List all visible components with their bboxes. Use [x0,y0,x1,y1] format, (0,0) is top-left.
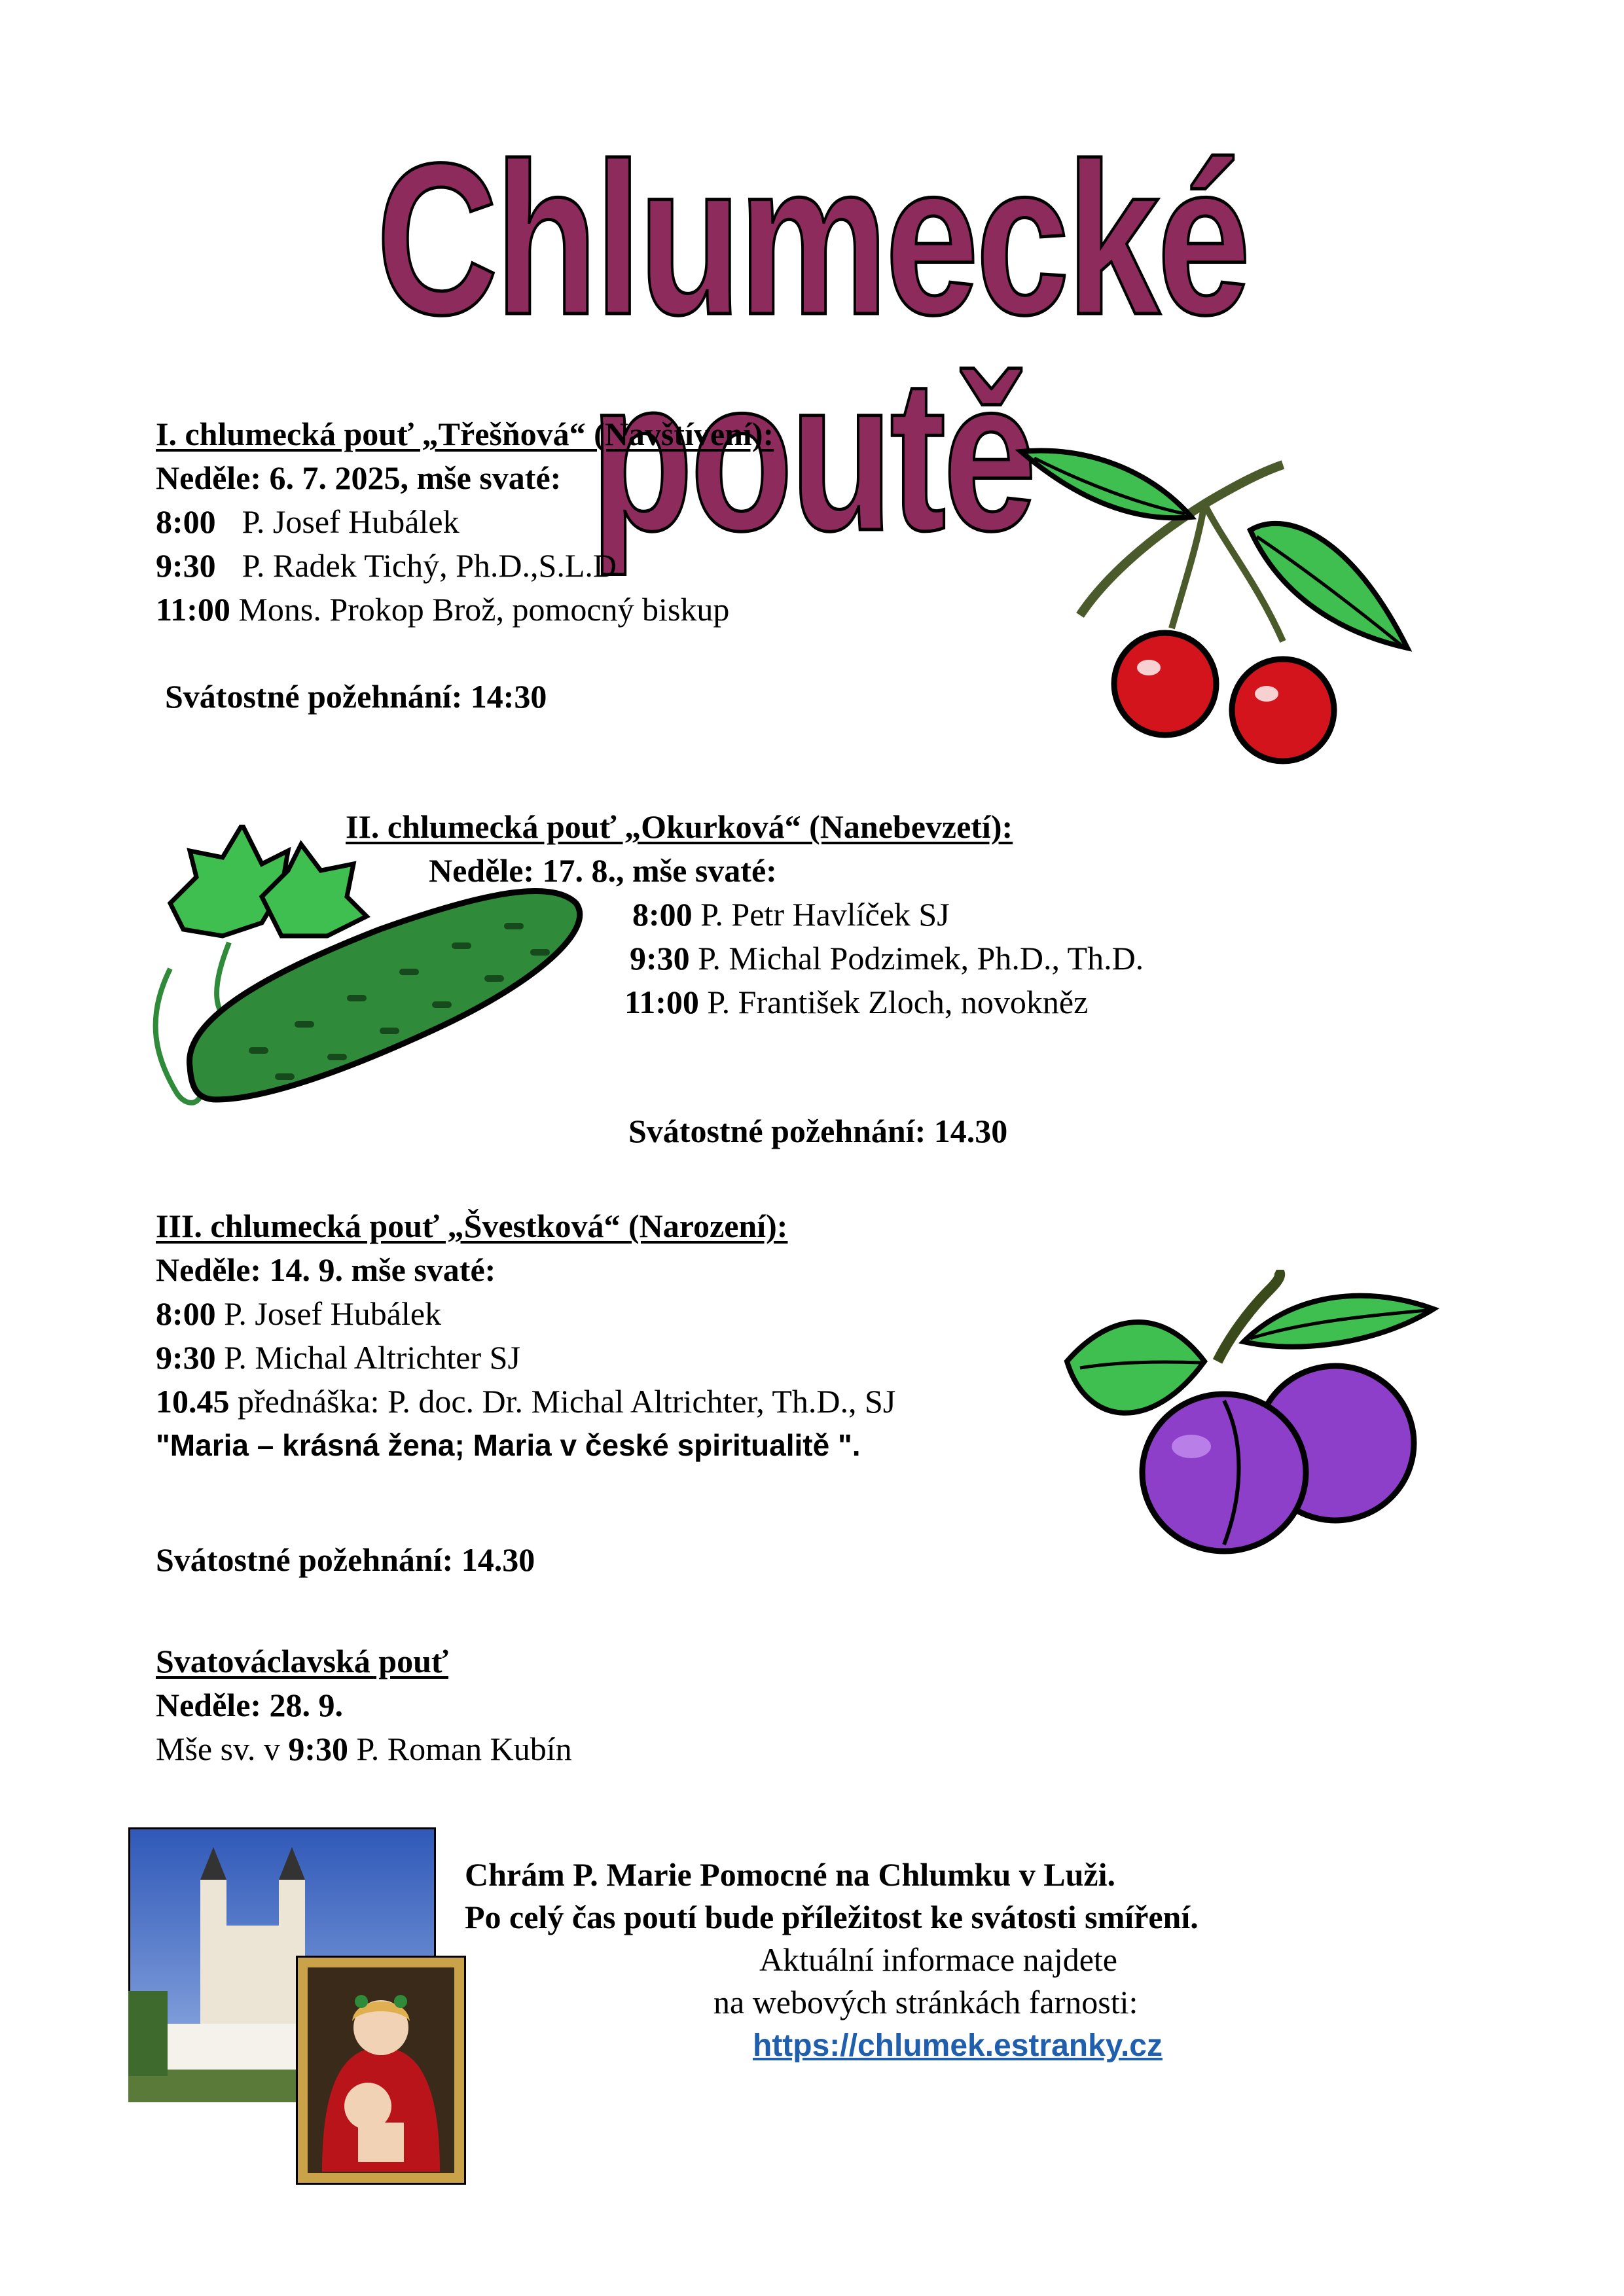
pilgrimage-4 [156,1640,572,1771]
mass-row [156,544,774,588]
mass-time: 9:30 [288,1731,348,1767]
pilgrimage-3-blessing: Svátostné požehnání: 14.30 [156,1541,535,1578]
mass-priest: P. Josef Hubálek [224,1295,442,1332]
pilgrimage-1-heading: I. chlumecká pouť „Třešňová“ (Navštívení): [156,416,774,452]
pilgrimage-1 [156,412,774,719]
pilgrimage-1-date: Neděle: 6. 7. 2025, mše svaté: [156,459,562,496]
plum-illustration [1054,1270,1447,1558]
mass-time: 11:00 [156,591,230,628]
mass-row [156,500,774,544]
pilgrimage-1-blessing: Svátostné požehnání: 14:30 [165,678,547,715]
mass-priest: P. Radek Tichý, Ph.D.,S.L.D [242,547,617,584]
parish-website-link[interactable]: https://chlumek.estranky.cz [753,2028,1163,2063]
mass-row [156,588,774,632]
lecture-text: přednáška: P. doc. Dr. Michal Altrichter, Th.D., SJ [238,1383,896,1420]
pilgrimage-2-heading: II. chlumecká pouť „Okurková“ (Nanebevzetí): [346,808,1013,845]
mass-priest: Mons. Prokop Brož, pomocný biskup [238,591,730,628]
church-name: Chrám P. Marie Pomocné na Chlumku v Luži. [465,1856,1115,1893]
mass-priest: P. František Zloch, novokněz [707,984,1089,1020]
mass-row [156,1336,895,1380]
mass-row [156,1292,895,1336]
page-title: Chlumecké poutě [376,118,1248,575]
pilgrimage-3-heading: III. chlumecká pouť „Švestková“ (Narození): [156,1208,788,1244]
mass-time: 9:30 [156,1339,216,1376]
lecture-row [156,1380,895,1424]
mass-time: 8:00 [156,503,216,540]
mass-row [632,893,1144,937]
confession-note: Po celý čas poutí bude příležitost ke svátosti smíření. [465,1899,1199,1935]
mass-priest: P. Michal Altrichter SJ [224,1339,520,1376]
pilgrimage-2-blessing: Svátostné požehnání: 14.30 [628,1113,1008,1149]
mass-prefix: Mše sv. v [156,1731,280,1767]
mass-time: 11:00 [624,984,699,1020]
mass-time: 8:00 [632,896,693,933]
mass-row [630,937,1144,980]
cherry-illustration [1008,432,1414,772]
madonna-painting [296,1956,466,2185]
info-line: Aktuální informace najdete [759,1941,1117,1978]
mass-row [156,1727,572,1771]
mass-time: 9:30 [630,940,690,977]
mass-priest: P. Michal Podzimek, Ph.D., Th.D. [698,940,1144,977]
mass-priest: P. Josef Hubálek [242,503,460,540]
mass-time: 8:00 [156,1295,216,1332]
info-line: na webových stránkách farnosti: [713,1984,1138,2020]
pilgrimage-3 [156,1204,895,1582]
lecture-title: "Maria – krásná žena; Maria v české spiritualitě ". [156,1428,861,1462]
mass-priest: P. Petr Havlíček SJ [700,896,950,933]
pilgrimage-2-date: Neděle: 17. 8., mše svaté: [429,852,777,889]
pilgrimage-4-date: Neděle: 28. 9. [156,1687,344,1723]
footer [458,1854,1375,2067]
pilgrimage-3-date: Neděle: 14. 9. mše svaté: [156,1251,496,1288]
mass-priest: P. Roman Kubín [356,1731,572,1767]
mass-row [624,980,1144,1024]
pilgrimage-4-heading: Svatováclavská pouť [156,1643,448,1679]
cucumber-illustration [131,825,589,1126]
lecture-time: 10.45 [156,1383,230,1420]
mass-time: 9:30 [156,547,216,584]
